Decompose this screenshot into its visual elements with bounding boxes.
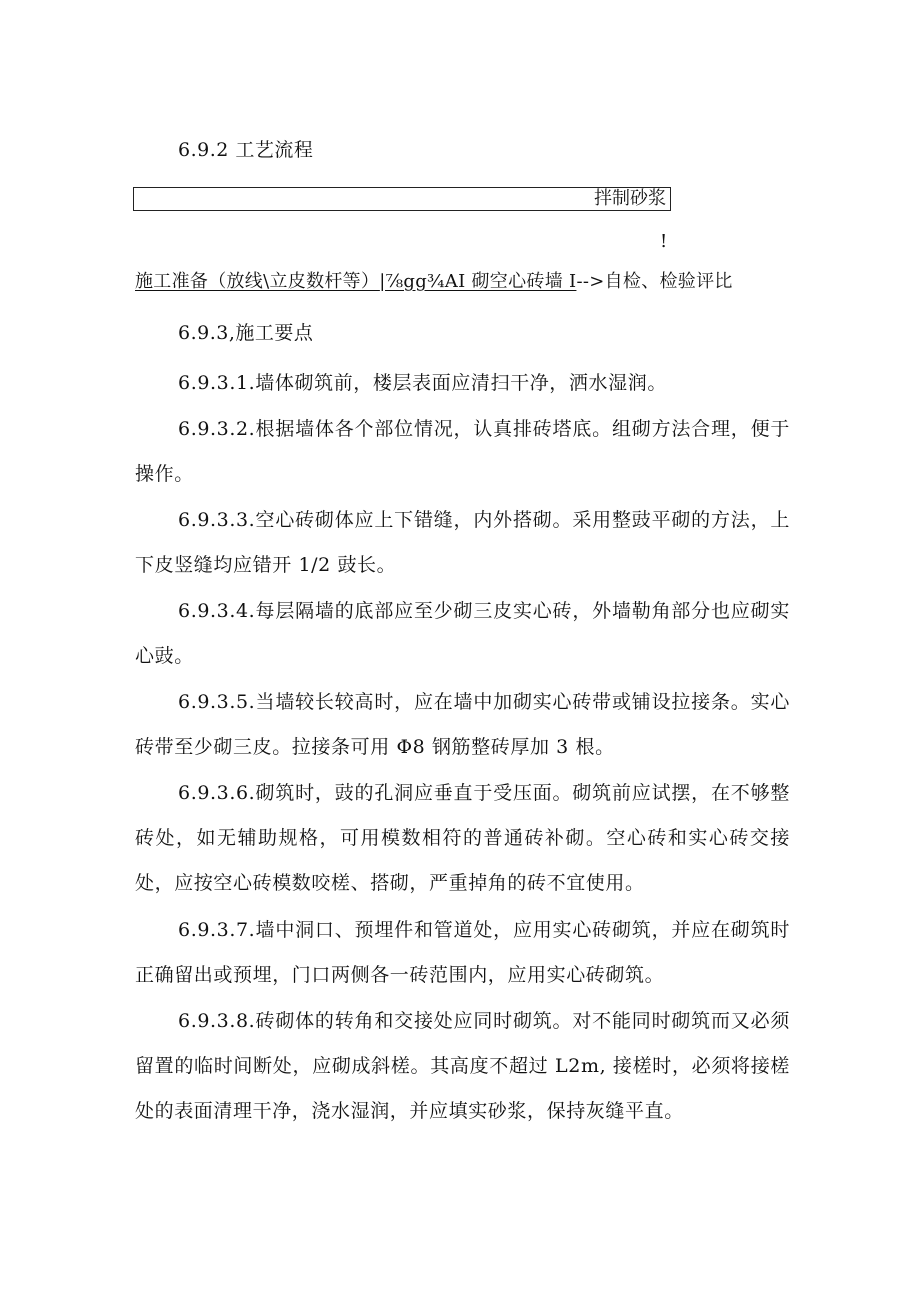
- section-heading-6-9-3: 6.9.3,施工要点: [178, 322, 314, 344]
- point-1: 6.9.3.1.墙体砌筑前，楼层表面应清扫干净，洒水湿润。: [178, 372, 667, 394]
- point-2: 6.9.3.2.根据墙体各个部位情况，认真排砖塔底。组砌方法合理，便于操作。: [135, 418, 790, 485]
- flow-box-label: 拌制砂浆: [594, 188, 666, 209]
- point-3: 6.9.3.3.空心砖砌体应上下错缝，内外搭砌。采用整豉平砌的方法，上下皮竖缝均应错开 1/2 豉长。: [135, 509, 790, 576]
- point-6: 6.9.3.6.砌筑时，豉的孔洞应垂直于受压面。砌筑前应试摆，在不够整砖处，如无辅助规格，可用模数相符的普通砖补砌。空心砖和实心砖交接处，应按空心砖模数咬槎、搭砌，严重掉角的砖不宜使用。: [135, 782, 790, 894]
- flow-step-preparation: 施工准备（放线\立皮数杆等）: [135, 271, 380, 292]
- point-5: 6.9.3.5.当墙较长较高时，应在墙中加砌实心砖带或铺设拉接条。实心砖带至少砌三皮。拉接条可用 Φ8 钢筋整砖厚加 3 根。: [135, 691, 790, 758]
- flow-arrow: -->: [576, 271, 605, 292]
- flow-step-masonry: |⅞gg¾AI 砌空心砖墙 I: [379, 271, 577, 292]
- point-7: 6.9.3.7.墙中洞口、预埋件和管道处，应用实心砖砌筑，并应在砌筑时正确留出或预埋，门口两侧各一砖范围内，应用实心砖砌筑。: [135, 919, 790, 986]
- process-flow-line: [135, 270, 733, 294]
- point-8: 6.9.3.8.砖砌体的转角和交接处应同时砌筑。对不能同时砌筑而又必须留置的临时间断处，应砌成斜槎。其高度不超过 L2m, 接槎时，必须将接槎处的表面清理干净，浇水湿润，并应填实砂浆，保持灰缝平直。: [135, 1010, 790, 1122]
- flow-exclamation: !: [660, 231, 668, 252]
- flow-box-mortar: [133, 187, 671, 211]
- section-heading-6-9-2: 6.9.2 工艺流程: [178, 139, 314, 161]
- flow-step-inspection: 自检、检验评比: [604, 271, 733, 292]
- point-4: 6.9.3.4.每层隔墙的底部应至少砌三皮实心砖，外墙勒角部分也应砌实心豉。: [135, 600, 790, 667]
